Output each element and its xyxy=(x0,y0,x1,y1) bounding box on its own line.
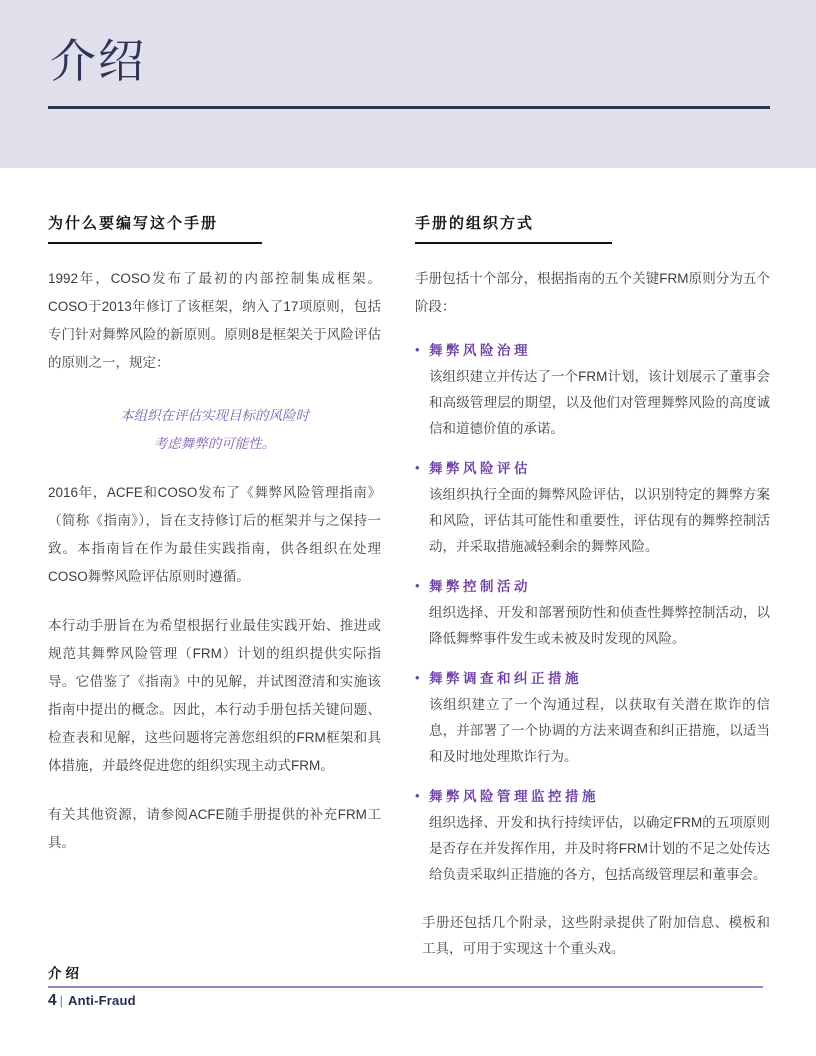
content-columns xyxy=(48,212,770,962)
page-title: 介绍 xyxy=(50,34,146,88)
left-column xyxy=(48,212,381,962)
brand-label: Anti-Fraud xyxy=(68,993,136,1008)
bullet-dot-icon: • xyxy=(415,460,420,475)
principle-title: 舞弊控制活动 xyxy=(429,579,531,594)
paragraph: 2016年，ACFE和COSO发布了《舞弊风险管理指南》（简称《指南》），旨在支持修订后的框架并与之保持一致。本指南旨在作为最佳实践指南，供各组织在处理COSO舞弊风险评估原则时遵循。 xyxy=(48,485,381,584)
paragraph: 本行动手册旨在为希望根据行业最佳实践开始、推进或规范其舞弊风险管理（FRM）计划的组织提供实际指导。它借鉴了《指南》中的见解，并试图澄清和实施该指南中提出的概念。因此，本行动手册包括关键问题、检查表和见解，这些问题将完善您组织的FRM框架和具体措施，并最终促进您的组织实现主动式FRM。 xyxy=(48,618,381,773)
list-item xyxy=(415,787,770,888)
principle-title: 舞弊风险评估 xyxy=(429,461,531,476)
pull-quote-line: 本组织在评估实现目标的风险时 xyxy=(120,408,309,423)
paragraph: 1992年，COSO发布了最初的内部控制集成框架。COSO于2013年修订了该框架，纳入了17项原则，包括专门针对舞弊风险的新原则。原则8是框架关于风险评估的原则之一，规定： xyxy=(48,271,381,370)
principle-title: 舞弊风险管理监控措施 xyxy=(429,789,599,804)
list-item xyxy=(415,669,770,770)
right-column xyxy=(415,212,770,962)
principle-title: 舞弊风险治理 xyxy=(429,343,531,358)
bullet-dot-icon: • xyxy=(415,670,420,685)
intro-paragraph: 手册包括十个部分，根据指南的五个关键FRM原则分为五个阶段： xyxy=(415,271,770,314)
principles-list xyxy=(415,341,770,888)
principle-body: 组织选择、开发和部署预防性和侦查性舞弊控制活动，以降低舞弊事件发生或未被及时发现的风险。 xyxy=(429,605,770,646)
paragraph: 有关其他资源，请参阅ACFE随手册提供的补充FRM工具。 xyxy=(48,807,381,850)
principle-body: 该组织建立并传达了一个FRM计划，该计划展示了董事会和高级管理层的期望，以及他们对管理舞弊风险的高度诚信和道德价值的承诺。 xyxy=(429,369,770,436)
bullet-dot-icon: • xyxy=(415,578,420,593)
right-section-heading: 手册的组织方式 xyxy=(415,212,612,244)
footer-page-info xyxy=(48,992,136,1010)
page-number: 4 xyxy=(48,992,57,1009)
title-rule xyxy=(48,106,770,109)
principle-body: 该组织执行全面的舞弊风险评估，以识别特定的舞弊方案和风险，评估其可能性和重要性，评估现有的舞弊控制活动，并采取措施减轻剩余的舞弊风险。 xyxy=(429,487,770,554)
list-item xyxy=(415,341,770,442)
principle-body: 该组织建立了一个沟通过程，以获取有关潜在欺诈的信息，并部署了一个协调的方法来调查和纠正措施，以适当和及时地处理欺诈行为。 xyxy=(429,697,770,764)
principle-body: 组织选择、开发和执行持续评估，以确定FRM的五项原则是否存在并发挥作用，并及时将FRM计划的不足之处传达给负责采取纠正措施的各方，包括高级管理层和董事会。 xyxy=(429,815,770,882)
bullet-dot-icon: • xyxy=(415,788,420,803)
footer-separator: | xyxy=(59,993,64,1008)
footer-section-label: 介绍 xyxy=(48,966,83,982)
left-section-heading: 为什么要编写这个手册 xyxy=(48,212,262,244)
footer-section-rule xyxy=(48,962,763,988)
list-item xyxy=(415,459,770,560)
pull-quote-line: 考虑舞弊的可能性。 xyxy=(153,436,276,451)
list-item xyxy=(415,577,770,652)
principle-title: 舞弊调查和纠正措施 xyxy=(429,671,582,686)
bullet-dot-icon: • xyxy=(415,342,420,357)
pull-quote xyxy=(48,402,381,458)
closing-paragraph: 手册还包括几个附录，这些附录提供了附加信息、模板和工具，可用于实现这十个重头戏。 xyxy=(422,915,770,956)
